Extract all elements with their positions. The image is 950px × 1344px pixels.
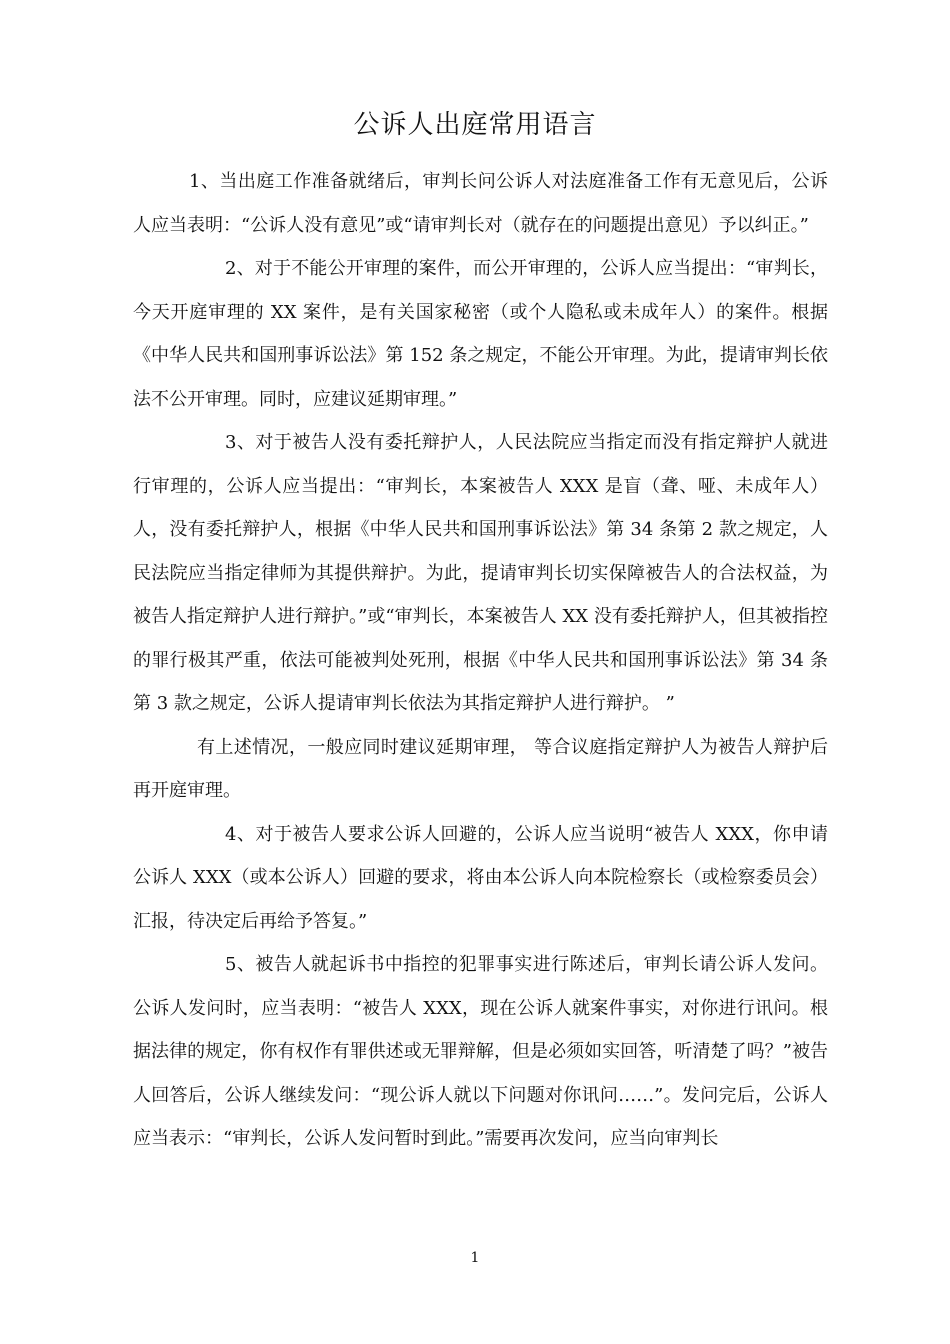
- paragraph-3: 3、对于被告人没有委托辩护人，人民法院应当指定而没有指定辩护人就进行审理的，公诉人应当提出：“审判长，本案被告人 XXX 是盲（聋、哑、未成年人）人，没有委托辩护人，根据《中华人民共和国刑事诉讼法》第 34 条第 2 款之规定，人民法院应当指定律师为其提供辩护。为此，提请审判长切实保障被告人的合法权益，为被告人指定辩护人进行辩护。”或“审判长，本案被告人 XX 没有委托辩护人，但其被指控的罪行极其严重，依法可能被判处死刑，根据《中华人民共和国刑事诉讼法》第 34 条第 3 款之规定，公诉人提请审判长依法为其指定辩护人进行辩护。 ”: [133, 432, 828, 714]
- document-title: 公诉人出庭常用语言: [353, 110, 597, 140]
- paragraph-2: 2、对于不能公开审理的案件，而公开审理的，公诉人应当提出：“审判长，今天开庭审理的 XX 案件，是有关国家秘密（或个人隐私或未成年人）的案件。根据《中华人民共和国刑事诉讼法》第 152 条之规定，不能公开审理。为此，提请审判长依法不公开审理。同时，应建议延期审理。”: [133, 258, 828, 410]
- paragraph-6: 5、被告人就起诉书中指控的犯罪事实进行陈述后，审判长请公诉人发问。公诉人发问时，应当表明：“被告人 XXX，现在公诉人就案件事实，对你进行讯问。根据法律的规定，你有权作有罪供述或无罪辩解，但是必须如实回答，听清楚了吗？”被告人回答后，公诉人继续发问：“现公诉人就以下问题对你讯问……”。发问完后，公诉人应当表示：“审判长，公诉人发问暂时到此。”需要再次发问，应当向审判长: [133, 954, 828, 1149]
- paragraph-5: 4、对于被告人要求公诉人回避的，公诉人应当说明“被告人 XXX，你申请公诉人 XXX（或本公诉人）回避的要求，将由本公诉人向本院检察长（或检察委员会）汇报，待决定后再给予答复。”: [133, 823, 828, 932]
- paragraph-4: 有上述情况，一般应同时建议延期审理， 等合议庭指定辩护人为被告人辩护后再开庭审理。: [133, 736, 828, 801]
- page-number: 1: [470, 1250, 480, 1266]
- document-body: [133, 160, 828, 1161]
- paragraph-1: 1、当出庭工作准备就绪后，审判长问公诉人对法庭准备工作有无意见后，公诉人应当表明：“公诉人没有意见”或“请审判长对（就存在的问题提出意见）予以纠正。”: [133, 171, 828, 236]
